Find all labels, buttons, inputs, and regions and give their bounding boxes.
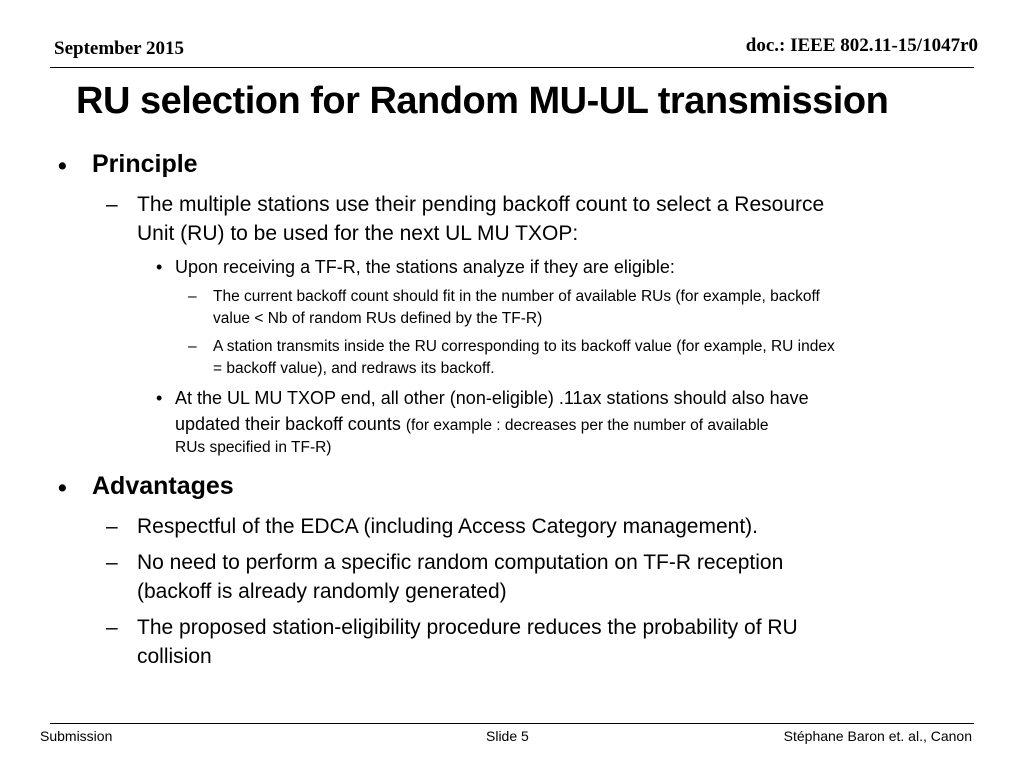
principle-text-line-1: The multiple stations use their pending backoff count to select a Resource [137,193,825,216]
fit-dash: – [188,288,197,305]
fit-text-line-1 [213,286,820,307]
transmit-dash: – [188,338,197,355]
principle-dash: – [106,193,118,216]
end-text-note: (for example : decreases per the number of available [405,417,769,434]
principle-text-line-2: Unit (RU) to be used for the next UL MU TXOP: [137,222,579,245]
principle-heading: Principle [92,150,198,178]
transmit-text-note: (for example, RU index [676,338,835,355]
edca-text: Respectful of the EDCA (including Access Category management). [137,515,758,538]
end-text-main: updated their backoff counts [175,414,406,434]
transmit-text-main: A station transmits inside the RU corresponding to its backoff value [213,338,677,355]
end-text-line-3: RUs specified in TF-R) [175,439,332,456]
principle-bullet: • [58,152,67,180]
end-text-line-2 [175,411,769,439]
fit-text-note: (for example, backoff [675,288,820,305]
collision-text-line-1: The proposed station-eligibility procedure reduces the probability of RU [137,616,798,639]
collision-dash: – [106,616,118,639]
random-text-line-2: (backoff is already randomly generated) [137,580,507,603]
footer-divider [50,723,974,724]
header-doc-id: doc.: IEEE 802.11-15/1047r0 [745,35,978,56]
header-divider [50,67,974,68]
fit-text-main: The current backoff count should fit in the number of available RUs [213,288,676,305]
receiving-text: Upon receiving a TF-R, the stations analyze if they are eligible: [175,257,675,277]
random-dash: – [106,551,118,574]
advantages-heading: Advantages [92,472,234,500]
slide-title: RU selection for Random MU-UL transmission [76,80,889,122]
random-text-line-1: No need to perform a specific random computation on TF-R reception [137,551,784,574]
transmit-text-line-1 [213,336,835,357]
footer-submission: Submission [40,728,113,744]
end-text-line-1: At the UL MU TXOP end, all other (non-eligible) .11ax stations should also have [175,388,809,408]
transmit-text-line-2: = backoff value), and redraws its backoff. [213,360,495,377]
receiving-bullet: • [156,257,163,277]
fit-text-line-2: value < Nb of random RUs defined by the TF-R) [213,310,543,327]
footer-slide-number: Slide 5 [486,728,529,744]
collision-text-line-2: collision [137,645,212,668]
end-bullet: • [156,388,163,408]
advantages-bullet: • [58,474,67,502]
header-date: September 2015 [54,38,184,59]
footer-author: Stéphane Baron et. al., Canon [783,728,972,744]
edca-dash: – [106,515,118,538]
